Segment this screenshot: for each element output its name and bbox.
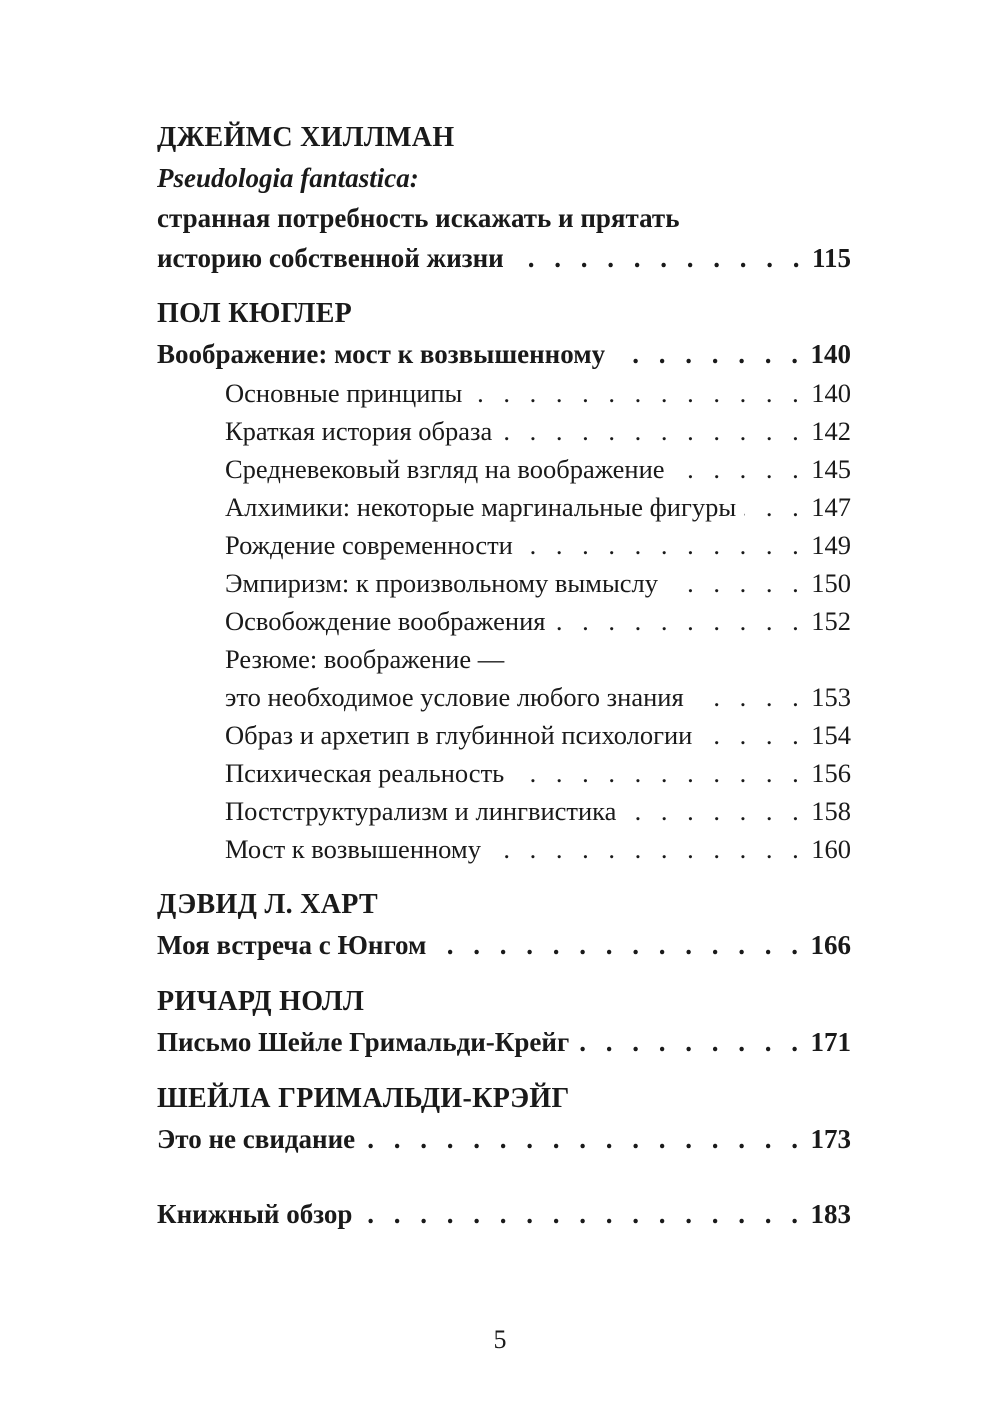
page-number: 150 bbox=[811, 568, 851, 598]
dot-leader bbox=[692, 678, 806, 716]
dot-leader bbox=[512, 238, 806, 278]
subentry-title: Мост к возвышенному bbox=[225, 834, 481, 864]
subentry-title: Рождение современности bbox=[225, 530, 513, 560]
page-number: 140 bbox=[810, 339, 851, 369]
subentry-title: Средневековый взгляд на воображение bbox=[225, 454, 665, 484]
subentry-title: Краткая история образа bbox=[225, 416, 493, 446]
entry-title-text: Моя встреча с Юнгом bbox=[157, 930, 427, 960]
author-kugler: ПОЛ КЮГЛЕР bbox=[157, 298, 353, 329]
toc-subentry[interactable] bbox=[157, 564, 851, 602]
subentry-title: Основные принципы bbox=[225, 378, 463, 408]
page-number: 153 bbox=[811, 682, 851, 712]
author-noll: РИЧАРД НОЛЛ bbox=[157, 986, 365, 1017]
entry-title-line bbox=[157, 198, 851, 238]
dot-leader bbox=[577, 1022, 804, 1062]
page-number: 156 bbox=[811, 758, 851, 788]
dot-leader bbox=[613, 334, 804, 374]
page-number: 160 bbox=[811, 834, 851, 864]
page-number: 142 bbox=[811, 416, 851, 446]
dot-leader bbox=[470, 374, 805, 412]
dot-leader bbox=[360, 1194, 804, 1234]
dot-leader bbox=[666, 564, 805, 602]
page-number: 154 bbox=[811, 720, 851, 750]
toc-entry-hart[interactable] bbox=[157, 925, 851, 965]
subentry-title: Образ и архетип в глубинной психологии bbox=[225, 720, 693, 750]
page-number: 171 bbox=[810, 1027, 851, 1057]
subentry-title: Постструктурализм и лингвистика bbox=[225, 796, 617, 826]
dot-leader bbox=[500, 412, 805, 450]
page-number: 149 bbox=[811, 530, 851, 560]
dot-leader bbox=[434, 925, 804, 965]
subentry-title: Эмпиризм: к произвольному вымыслу bbox=[225, 568, 658, 598]
subentry-title: Резюме: воображение — bbox=[225, 644, 505, 674]
toc-subentry[interactable] bbox=[157, 830, 851, 868]
toc-subentry[interactable] bbox=[157, 526, 851, 564]
author-grimaldi-craig: ШЕЙЛА ГРИМАЛЬДИ-КРЭЙГ bbox=[157, 1083, 570, 1114]
subentry-title: Психическая реальность bbox=[225, 758, 505, 788]
toc-entry-hillman[interactable] bbox=[157, 238, 851, 278]
dot-leader bbox=[700, 716, 805, 754]
toc-subentry[interactable] bbox=[157, 602, 851, 640]
dot-leader bbox=[744, 488, 805, 526]
dot-leader bbox=[521, 526, 805, 564]
entry-title-text: Это не свидание bbox=[157, 1124, 356, 1154]
entry-title-text: историю собственной жизни bbox=[157, 243, 504, 273]
toc-subentry[interactable] bbox=[157, 678, 851, 716]
dot-leader bbox=[363, 1119, 804, 1159]
page-number: 173 bbox=[810, 1124, 851, 1154]
toc-subentry-title-line bbox=[157, 640, 851, 678]
dot-leader bbox=[673, 450, 806, 488]
toc-subentry[interactable] bbox=[157, 716, 851, 754]
page-number: 152 bbox=[811, 606, 851, 636]
toc-entry-noll[interactable] bbox=[157, 1022, 851, 1062]
toc-entry-kugler[interactable] bbox=[157, 334, 851, 374]
dot-leader bbox=[624, 792, 805, 830]
toc-subentry[interactable] bbox=[157, 374, 851, 412]
dot-leader bbox=[489, 830, 805, 868]
toc-subentry[interactable] bbox=[157, 754, 851, 792]
toc-subentry[interactable] bbox=[157, 412, 851, 450]
page-number: 166 bbox=[810, 930, 851, 960]
toc-subentry[interactable] bbox=[157, 792, 851, 830]
entry-title-text: странная потребность искажать и прятать bbox=[157, 203, 680, 233]
page-number: 158 bbox=[811, 796, 851, 826]
page-number: 140 bbox=[811, 378, 851, 408]
dot-leader bbox=[553, 602, 805, 640]
page-number: 115 bbox=[811, 243, 851, 273]
toc-entry-book-review[interactable] bbox=[157, 1194, 851, 1234]
table-of-contents bbox=[157, 118, 851, 1234]
subentry-title: это необходимое условие любого знания bbox=[225, 682, 684, 712]
folio-page-number: 5 bbox=[493, 1325, 507, 1354]
entry-title-italic: Pseudologia fantastica: bbox=[157, 163, 419, 193]
author-hart: ДЭВИД Л. ХАРТ bbox=[157, 889, 378, 920]
entry-title-text: Воображение: мост к возвышенному bbox=[157, 339, 606, 369]
entry-title-text: Письмо Шейле Гримальди-Крейг bbox=[157, 1027, 570, 1057]
page-number: 147 bbox=[811, 492, 851, 522]
entry-title-text: Книжный обзор bbox=[157, 1199, 353, 1229]
toc-subentry[interactable] bbox=[157, 488, 851, 526]
page-number: 145 bbox=[811, 454, 851, 484]
subentry-title: Освобождение воображения bbox=[225, 606, 546, 636]
toc-subentry[interactable] bbox=[157, 450, 851, 488]
author-hillman: ДЖЕЙМС ХИЛЛМАН bbox=[157, 122, 455, 153]
dot-leader bbox=[512, 754, 805, 792]
page-number: 183 bbox=[810, 1199, 851, 1229]
entry-title-line bbox=[157, 158, 851, 198]
toc-entry-grimaldi-craig[interactable] bbox=[157, 1119, 851, 1159]
subentry-title: Алхимики: некоторые маргинальные фигуры bbox=[225, 492, 737, 522]
